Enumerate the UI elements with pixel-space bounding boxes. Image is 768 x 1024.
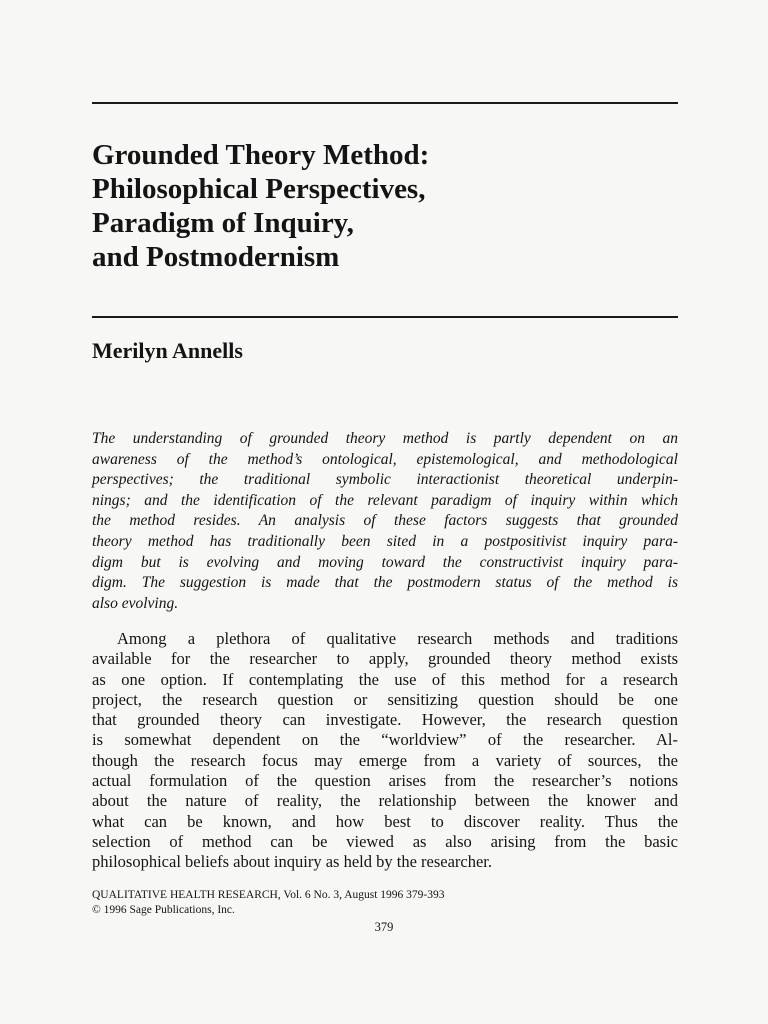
- article-title: [92, 138, 682, 274]
- body-line: about the nature of reality, the relationship between the knower and: [92, 791, 678, 811]
- body-line: what can be known, and how best to discover reality. Thus the: [92, 811, 678, 831]
- page-number: 379: [374, 920, 394, 934]
- journal-citation: QUALITATIVE HEALTH RESEARCH, Vol. 6 No. 3, August 1996 379-393: [92, 889, 445, 901]
- title-line: Philosophical Perspectives,: [92, 173, 426, 205]
- body-line: actual formulation of the question arises from the researcher’s notions: [92, 771, 678, 791]
- abstract-line: awareness of the method’s ontological, epistemological, and methodological: [92, 450, 678, 468]
- body-line: as one option. If contemplating the use of this method for a research: [92, 669, 678, 689]
- abstract-line: theory method has traditionally been sited in a postpositivist inquiry para-: [92, 532, 678, 550]
- abstract-line: nings; and the identification of the relevant paradigm of inquiry within which: [92, 491, 678, 509]
- body-line: project, the research question or sensitizing question should be one: [92, 689, 678, 709]
- body-line: that grounded theory can investigate. However, the research question: [92, 710, 678, 730]
- body-paragraph: [92, 629, 678, 873]
- copyright-notice: © 1996 Sage Publications, Inc.: [92, 904, 235, 916]
- body-line: Among a plethora of qualitative research methods and traditions: [117, 629, 678, 648]
- abstract-line: The understanding of grounded theory method is partly dependent on an: [92, 430, 678, 447]
- author-name: Merilyn Annells: [92, 338, 243, 363]
- title-rule: [92, 316, 678, 318]
- body-line: is somewhat dependent on the “worldview” of the researcher. Al-: [92, 730, 678, 750]
- body-line: philosophical beliefs about inquiry as held by the researcher.: [92, 852, 493, 872]
- title-line: and Postmodernism: [92, 241, 340, 273]
- abstract-line: the method resides. An analysis of these factors suggests that grounded: [92, 512, 678, 530]
- abstract-line: digm. The suggestion is made that the postmodern status of the method is: [92, 574, 678, 592]
- abstract-line: digm but is evolving and moving toward the constructivist inquiry para-: [92, 553, 678, 571]
- abstract-line: also evolving.: [92, 594, 179, 612]
- title-line: Grounded Theory Method:: [92, 139, 430, 171]
- body-line: selection of method can be viewed as also arising from the basic: [92, 831, 678, 851]
- abstract-line: perspectives; the traditional symbolic interactionist theoretical underpin-: [92, 471, 678, 489]
- title-line: Paradigm of Inquiry,: [92, 207, 354, 239]
- abstract: [92, 429, 678, 614]
- body-line: available for the researcher to apply, grounded theory method exists: [92, 649, 678, 669]
- top-rule: [92, 102, 678, 104]
- journal-footer: [92, 888, 445, 918]
- body-line: though the research focus may emerge from a variety of sources, the: [92, 750, 678, 770]
